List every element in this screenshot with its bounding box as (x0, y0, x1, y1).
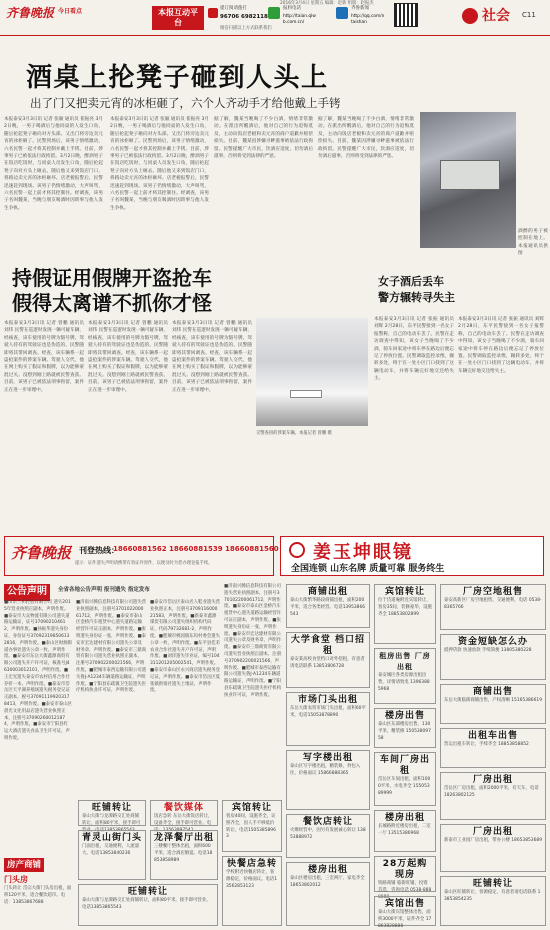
dragon-cell (150, 830, 218, 880)
mid-cell-2 (374, 708, 436, 748)
interaction-label: 本报互动平台 (158, 8, 198, 27)
weibo-url: http://taian.qlw b.com.cn/ (283, 14, 316, 25)
dragon-text: 三楼餐厅整体出租，面积600平米，适合酒店婚宴。电话18853858989 (154, 844, 213, 863)
story2-body-col2: 本报泰安3月3日讯 记者 曾鹏 通讯员 刘伟 民警在巡逻时发现一辆可疑车辆，经核查，该车使用的号牌为假号牌，驾驶人持有的驾驶证也是伪造的。民警随即将其带回调查。经查，该车辆系一起盗抢案件的涉案车辆。驾驶人交代，他在网上购买了假证和假牌，以为能够蒙混过关。没想到刚上路就被民警查获。目前，该男子已被依法刑事拘留，案件正在进一步审理中。 (88, 321, 168, 393)
section-icon (462, 8, 478, 24)
shop2-title: 青灵山街门头 (82, 833, 143, 843)
qr-code-icon (395, 4, 417, 26)
right-cell-1-text: 泰安高新区厂房空地租售，交通便利，电话 0538-8365766 (444, 598, 542, 610)
center-cell-6-title: 餐饮店转让 (302, 817, 353, 827)
door-text: 门头转让 岱宗大街门头房出租，面积120平米，适合餐饮超市。电话：13853867688 (4, 886, 72, 905)
canyin-cell (150, 800, 218, 833)
story1-subhead: 出了门又把卖元宵的冰柜砸了，六个人齐动手才给他戴上手铐 (30, 96, 341, 110)
right-cell-5-text: 岱岳区厂房出租，面积2000平米，有天车，电话 18263802125 (444, 786, 539, 798)
notice-col1: ■山东三和控股有限公司 遗失2015年营业执照正副本，声明作废。■泰安市大众物流有限公司遗失道路运输证，证号370902104612，声明作废。■孙振华遗失身份证，身份证号370923198506132816，声明作废。■泰山区财源街道办事处遗失公章一枚，声明作废。■泰安市东岳大街鑫源商贸有限公司遗失开户许可证，核准号J4630003012101，声明作废。■王宏光遗失泰安市农村信用合作社存折一本，声明作废。■泰安市岱岳区天平湖养殖场遗失税务登记证正副本，税号370911199203178413，声明作废。■泰安市泰山区晨光文化用品店遗失营业执照正本，注册号370902600121874，声明作废。■泰安市宁阳县红运大酒店遗失食品卫生许可证，声明作废。 (4, 600, 73, 741)
page-date: 2016年3月4日 星期五 编辑：赵新 组版：赵振杰 (280, 1, 374, 6)
center-cell-1 (286, 584, 370, 628)
paper-ad-banner (4, 536, 279, 576)
center-cell-8-title: 楼房出租 (307, 865, 348, 875)
story2-photo-plate (290, 390, 322, 398)
right-cell-2-title: 资金短缺怎么办 (457, 637, 528, 647)
center-cell-3-title: 市场门头出租 (297, 695, 358, 705)
story3-headline-line2: 警方辗转寻失主 (378, 291, 455, 304)
story2-photo-caption: 交警查扣的涉案车辆。本报记者 曾鹏 摄 (256, 431, 332, 436)
ad-note: 微信扫描以上方式联系我们 (220, 26, 272, 31)
paper-ad-note: 提示：证件遗失声明请携带有效证件原件，以便及时为您办理登报手续。 (75, 561, 213, 566)
dragon-title: 龙泽餐厅出租 (154, 833, 215, 843)
mid-cell-1-title: 租房出售 厂房出租 (379, 652, 431, 671)
story1-photo-caption: 酒醉的男子被控制在地上。本报通讯员供图 (518, 229, 548, 257)
qq-icon (336, 7, 348, 19)
house-section-title: 房产商铺 (4, 858, 44, 872)
story3-headline-line1: 女子酒后丢车 (378, 275, 444, 288)
subscribe-label: 提订阅请拨打 (220, 6, 247, 11)
fast-title: 快餐店急转 (226, 859, 277, 869)
door-subtitle: 门头房 (4, 875, 28, 884)
shop1-cell (78, 800, 146, 833)
newspaper-logo: 齐鲁晚报 (6, 6, 55, 20)
edition-label: 今日看点 (58, 8, 83, 15)
right-cell-5 (440, 772, 546, 820)
mid-cell-5 (374, 896, 436, 929)
center-cell-5-title: 宾馆转让 (384, 587, 425, 597)
mid-cell-5-title: 宾馆出售 (384, 899, 425, 909)
right-cell-4-text: 营运出租车转让，手续齐全 18853858852 (444, 742, 529, 747)
story1-body-col1: 本报泰安3月3日讯 记者 张颖 通讯员 崔振亮 3月2日晚，一男子喝酒后与他同桌的人发生口角，随后抡起凳子砸向对方头部。又出门将旁边卖元宵的冰柜砸了。民警到场后，该男子情绪激动，六名民警一起才将其控制并戴上手铐。目前，涉事男子已被依法行政拘留。3月2日晚，醉酒男子在饭店吃饭时，与同桌人员发生口角，随后抡起凳子向对方头上砸去。随后他又来到饭店门口，将路边卖元宵的冰柜砸坏。店老板报警后，民警迅速赶到现场。该男子仍情绪激动，大声叫骂，六名民警一起上前才将其控制住。经调查，该男子名叫魏某，当晚与朋友喝酒时因琐事与他人发生争执。 (4, 117, 103, 211)
shop3-cell (78, 884, 218, 926)
hotel-text: 客房40间，设施齐全，证照齐全，因人手不够低价转让。电话15053858963 (226, 814, 276, 840)
right-cell-6-title: 厂房出租 (472, 827, 513, 837)
mid-cell-1 (374, 648, 436, 704)
mid-cell-2-text: 泰山区东部楼房出售，130平米，精装修 15053809758 (378, 722, 431, 741)
story2-headline-line2: 假得太离谱不抓你才怪 (12, 291, 212, 315)
story2-headline-line1: 持假证用假牌开盗抢车 (12, 266, 212, 290)
shop3-title: 旺铺转让 (127, 887, 168, 897)
interaction-box (152, 6, 204, 30)
right-cell-3-text: 东岳大街临街商铺出售，产权清晰 15165386619 (444, 698, 542, 703)
center-cell-8-text: 泰山区楼房出租，三室两厅，家电齐全 18653802012 (290, 876, 365, 888)
story3-body-col2: 本报泰安3月3日讯 记者 张振 通讯员 刘辉 2月28日，东平民警接到一名女子报警称，自己的电动车丢了。民警在走访调查中得知，该女子当晚喝了不少酒，骑车回家途中将车停在路边后便忘记了停放位置。民警调取监控录像，辗转多处，终于在一处小区门口找到了这辆电动车，并将车辆完好地交还给失主。 (458, 317, 544, 374)
story1-body-col2: 本报泰安3月3日讯 记者 张颖 通讯员 崔振亮 3月2日晚，一男子喝酒后与他同桌的人发生口角，随后抡起凳子砸向对方头部。又出门将旁边卖元宵的冰柜砸了。民警到场后，该男子情绪激动，六名民警一起才将其控制并戴上手铐。目前，涉事男子已被依法行政拘留。3月2日晚，醉酒男子在饭店吃饭时，与同桌人员发生口角，随后抡起凳子向对方头上砸去。随后他又来到饭店门口，将路边卖元宵的冰柜砸坏。店老板报警后，民警迅速赶到现场。该男子仍情绪激动，大声叫骂，六名民警一起上前才将其控制住。经调查，该男子名叫魏某，当晚与朋友喝酒时因琐事与他人发生争执。 (110, 117, 209, 211)
right-cell-6 (440, 824, 546, 872)
notice-section-title: 公告声明 (4, 584, 50, 601)
center-cell-4-title: 写字楼出租 (302, 753, 353, 763)
mid-cell-3-title: 车间厂房出租 (379, 755, 430, 776)
center-cell-2-text: 泰安某高校食堂档口对外招租，有意者请电话联系 13853806728 (290, 657, 365, 669)
right-cell-3-title: 商铺出售 (472, 687, 513, 697)
right-cell-1-title: 厂房空地租售 (462, 587, 523, 597)
weibo-label: 报料电话 (283, 6, 301, 11)
mid-cell-4-title: 楼房出租 (384, 813, 425, 823)
header (0, 0, 550, 36)
mid-cell-4-text: 长城路附近楼房出租，二室一厅 13515386968 (378, 824, 431, 836)
hotel-cell (222, 800, 282, 852)
paper-ad-title: 刊登热线： (79, 546, 119, 555)
notice-subtitle: 全省各地公告声明 报刊遗失 指定发布 (58, 587, 150, 593)
optical-slogan: 全国连锁 山东名牌 质量可靠 服务终生 (291, 564, 445, 574)
story1-body-col4: 据了解，魏某当晚喝了不少白酒，情绪非常激动。在派出所醒酒后，他对自己的行为追悔莫及，主动向饭店老板和卖元宵的商户道歉并赔偿损失。目前，魏某因涉嫌寻衅滋事被依法行政拘留。民警提醒广大市民，饮酒应适度，切勿酒后滋事，否则将受到法律的严惩。 (318, 117, 414, 160)
subscribe-number: 96706 6982118 (220, 14, 268, 20)
story2-body-col1: 本报泰安3月3日讯 记者 曾鹏 通讯员 刘伟 民警在巡逻时发现一辆可疑车辆，经核查，该车使用的号牌为假号牌，驾驶人持有的驾驶证也是伪造的。民警随即将其带回调查。经查，该车辆系一起盗抢案件的涉案车辆。驾驶人交代，他在网上购买了假证和假牌，以为能够蒙混过关。没想到刚上路就被民警查获。目前，该男子已被依法刑事拘留，案件正在进一步审理中。 (4, 321, 84, 393)
shop3-text: 泰山大街与龙潭路交汇处商铺转让，面积80平米，接手即可营业。电话13853865543 (82, 898, 211, 910)
story3-body-col1: 本报泰安3月3日讯 记者 张振 通讯员 刘辉 2月28日，东平民警接到一名女子报警称，自己的电动车丢了。民警在走访调查中得知，该女子当晚喝了不少酒，骑车回家途中将车停在路边后便忘记了停放位置。民警调取监控录像，辗转多处，终于在一处小区门口找到了这辆电动车，并将车辆完好地交还给失主。 (374, 317, 454, 382)
center-cell-3-text: 东岳大街农贸市场门头出租，面积60平米，电话15053878890 (290, 706, 366, 718)
right-cell-7 (440, 876, 546, 926)
right-cell-7-title: 旺铺转让 (472, 879, 513, 889)
mid-cell-2-title: 楼房出售 (384, 711, 425, 721)
canyin-text: 饭店急转 东岳大街饭店转让，设备齐全，接手即可营业。电话：13563897541 (154, 814, 213, 833)
center-cell-6 (286, 814, 370, 858)
center-cell-6-text: 火爆经营中，因另有发展诚心转让 13853888972 (290, 828, 366, 840)
qq-url: http://qq.com/n taishan (351, 14, 385, 25)
optical-logo-icon (289, 542, 305, 558)
story1-photo-detail (440, 160, 500, 190)
story2-body-col3: 本报泰安3月3日讯 记者 曾鹏 通讯员 刘伟 民警在巡逻时发现一辆可疑车辆，经核查，该车使用的号牌为假号牌，驾驶人持有的驾驶证也是伪造的。民警随即将其带回调查。经查，该车辆系一起盗抢案件的涉案车辆。驾驶人交代，他在网上购买了假证和假牌，以为能够蒙混过关。没想到刚上路就被民警查获。目前，该男子已被依法刑事拘留，案件正在进一步审理中。 (172, 321, 252, 393)
notice-col4: ■济南兴腾信息科技有限公司遗失营业执照副本，注册号370102200061712，声明作废。■泰安市泰山区金桥汽车租赁中心遗失道路运输经营许可证正副本，声明作废。■张明遗失身份证一张，声明作废。■泰安市宏达建材有限公司遗失公章及财务章，声明作废。■泰安市三鼎商贸有限公司遗失营业执照正副本，注册号370902200021566，声明作废。■肥城市泰西运输有限公司遗失鲁J·A1234车辆道路运输证，声明作废。■宁阳县东疏镇卫生院遗失医疗机构执业许可证，声明作废。 (224, 584, 282, 698)
center-cell-7 (374, 856, 436, 900)
story1-headline: 酒桌上抡凳子砸到人头上 (26, 63, 329, 93)
hotel-title: 宾馆转让 (231, 803, 272, 813)
weibo-icon (268, 7, 280, 19)
shop2-text: 门面出租，交通便利，人流量大。电话13853840236 (82, 844, 140, 856)
right-cell-4 (440, 728, 546, 768)
center-cell-1-title: 商铺出租 (307, 587, 348, 597)
paper-ad-brand: 齐鲁晚报 (11, 544, 72, 562)
shop1-title: 旺铺转让 (91, 803, 132, 813)
center-cell-7-title: 28万起购现房 (382, 859, 428, 880)
mid-cell-5-text: 泰山大街宾馆整体出售，面积3000平米，证件齐全 17863828888 (378, 910, 432, 929)
center-cell-4-text: 泰山区写字楼出租，精装修，拎包入住，价格面议 15866888365 (290, 764, 361, 776)
notice-col2: ■济南兴腾信息科技有限公司遗失营业执照副本，注册号370102200061712，声明作废。■泰安市泰山区金桥汽车租赁中心遗失道路运输经营许可证正副本，声明作废。■张明遗失身份证一张，声明作废。■泰安市宏达建材有限公司遗失公章及财务章，声明作废。■泰安市三鼎商贸有限公司遗失营业执照正副本，注册号370902200021566，声明作废。■肥城市泰西运输有限公司遗失鲁J·A1234车辆道路运输证，声明作废。■宁阳县东疏镇卫生院遗失医疗机构执业许可证，声明作废。 (76, 600, 147, 694)
story1-body-col3: 据了解，魏某当晚喝了不少白酒，情绪非常激动。在派出所醒酒后，他对自己的行为追悔莫及，主动向饭店老板和卖元宵的商户道歉并赔偿损失。目前，魏某因涉嫌寻衅滋事被依法行政拘留。民警提醒广大市民，饮酒应适度，切勿酒后滋事，否则将受到法律的严惩。 (214, 117, 313, 160)
paper-ad-phones: 18660881562 18660881539 18660881560 (113, 545, 279, 553)
center-cell-2-title: 大学食堂 档口招租 (290, 635, 366, 656)
right-cell-4-title: 出租车出售 (467, 731, 518, 741)
center-cell-5-text: 位于岱道庵附近宾馆转让，客房35间，装修豪华，设施齐全 18853802899 (378, 598, 432, 617)
qq-label: 齐鲁新闻 (351, 6, 369, 11)
center-cell-2 (286, 632, 370, 688)
mid-cell-3-text: 岱岳区车间出租，面积1000平米，水电齐全 15505389999 (378, 777, 431, 796)
right-cell-1 (440, 584, 546, 630)
center-cell-4 (286, 750, 370, 810)
subscribe-icon (208, 8, 218, 18)
fast-text: 学校附近快餐店转让，客源稳定，价格面议。电话13562853123 (226, 870, 278, 889)
mid-cell-3 (374, 752, 436, 806)
right-cell-5-title: 厂房出租 (472, 775, 513, 785)
right-cell-2 (440, 634, 546, 680)
right-cell-2-text: 抵押贷款 快速放款 手续简便 13805380228 (444, 648, 532, 653)
page-number: C11 (522, 11, 536, 19)
center-cell-1-text: 泰山大街繁华路段商铺出租，面积200平米，适合各类经营。电话13953866543 (290, 598, 366, 617)
shop1-text: 泰山大街与龙潭路交汇处商铺转让，面积80平米，接手即可营业。电话13853865543 (82, 814, 141, 833)
center-cell-3 (286, 692, 370, 746)
right-cell-3 (440, 684, 546, 724)
center-cell-7-text: 铁路商铺 临街旺铺，投资首选，咨询电话 0538-8888888 (378, 881, 432, 900)
story2-photo (256, 318, 368, 426)
optical-brand: 姜玉坤眼镜 (313, 542, 413, 563)
optical-ad-banner (280, 536, 544, 576)
center-cell-5 (374, 584, 436, 644)
canyin-title: 餐饮媒体 (163, 803, 204, 813)
notice-col3: ■泰安市岱岳区泰山名人鞋业遗失营业执照正本，注册号370911600021583，声明作废。■新泰市鑫源煤炭有限公司遗失组织机构代码证，代码79732681-2，声明作废。■肥城市桃园镇东坞村委会遗失公章一枚，声明作废。■东平县佳禾农业合作社遗失开户许可证，声明作废。■刘洋遗失毕业证，编号104311201205002541，声明作废。■泰安市泰山区永兴商店遗失税务登记证，声明作废。■泰安市岱岳区夏张镇供销社遗失土地证，声明作废。 (150, 600, 221, 694)
center-cell-8 (286, 862, 370, 926)
right-cell-6-text: 新泰市工业园厂房出租，带办公楼 18653853689 (444, 838, 542, 843)
fast-cell (222, 856, 282, 926)
shop2-cell (78, 830, 146, 880)
right-cell-7-text: 泰山区旺铺转让，客源稳定，有意者请电话联系 13853854235 (444, 890, 541, 902)
section-title: 社会 (482, 8, 510, 24)
mid-cell-1-text: 泰安城区各类房源出租出售，详情请致电 13963885968 (378, 673, 430, 692)
mid-cell-4 (374, 810, 436, 852)
